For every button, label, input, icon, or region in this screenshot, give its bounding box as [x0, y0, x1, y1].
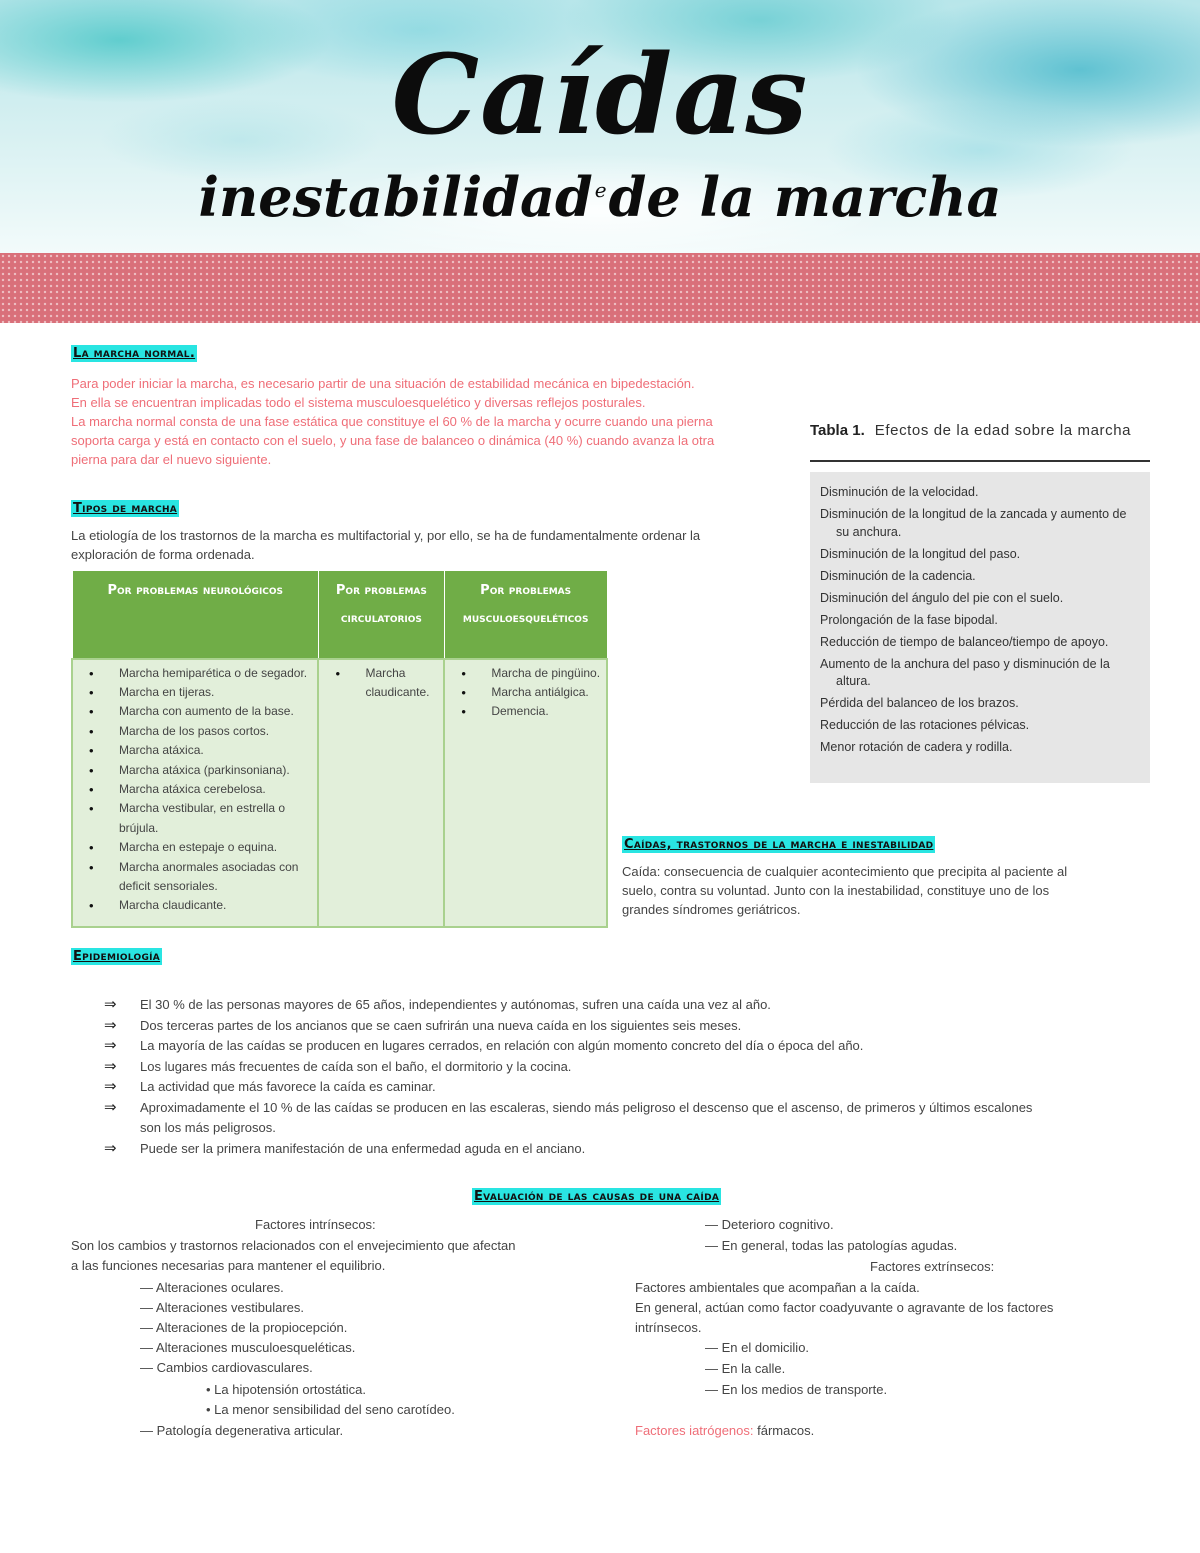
page-subtitle [0, 165, 1200, 229]
section-heading-caidas: Caídas, trastornos de la marcha e inestabilidad [624, 837, 934, 852]
text-line: La etiología de los trastornos de la marcha es multifactorial y, por ello, se ha de fundamentalmente ordenar la [71, 528, 701, 543]
text-line: En ella se encuentran implicadas todo el sistema musculoesquelético y diversas reflejos posturales. [71, 395, 646, 410]
list-item: Aumento de la anchura del paso y disminución de la altura. [820, 656, 1110, 688]
tipos-marcha-table [71, 570, 608, 928]
text-line: exploración de forma ordenada. [71, 547, 255, 562]
list-item-text: La mayoría de las caídas se producen en lugares cerrados, en relación con algún momento concreto del día o época del año. [140, 1038, 864, 1053]
intrinsecos-title: Factores intrínsecos: [255, 1217, 376, 1232]
list-item: Prolongación de la fase bipodal. [820, 612, 998, 627]
extrinsecos-item: — En la calle. [705, 1361, 786, 1376]
tabla1-caption-text: Efectos de la edad sobre la marcha [874, 422, 1132, 439]
text-line: Caída: consecuencia de cualquier acontecimiento que precipita al paciente al [622, 864, 1068, 879]
list-item: • Marcha claudicante. [323, 664, 439, 703]
list-item-text: Dos terceras partes de los ancianos que se caen sufrirán una nueva caída en los siguientes seis meses. [140, 1017, 742, 1033]
list-item: Pérdida del balanceo de los brazos. [820, 696, 1019, 710]
intrinsecos-item: — Deterioro cognitivo. [705, 1217, 834, 1232]
subtitle-conjunction: e [594, 178, 607, 202]
arrow-icon: ⇒ [104, 1016, 117, 1034]
list-item: • Marcha antiálgica. [449, 683, 602, 702]
list-item [104, 1036, 1144, 1057]
intrinsecos-item: — Alteraciones vestibulares. [140, 1300, 305, 1315]
section-heading-tipos-marcha: Tipos de marcha [73, 501, 178, 516]
arrow-icon: ⇒ [104, 1057, 117, 1075]
table-row [72, 659, 607, 928]
extrinsecos-intro: Factores ambientales que acompañan a la caída. [635, 1280, 920, 1295]
list-item [104, 1057, 1144, 1078]
list-item: • Marcha atáxica (parkinsoniana). [77, 761, 313, 780]
list-item: • Marcha claudicante. [77, 896, 313, 915]
tipos-marcha-text [71, 526, 761, 564]
tabla1-box [810, 472, 1150, 783]
tabla1-label: Tabla 1. [810, 422, 865, 439]
table-header-circulatorios: Por problemas circulatorios [318, 571, 444, 659]
intrinsecos-intro: Son los cambios y trastornos relacionados con el envejecimiento que afectan [71, 1238, 516, 1253]
arrow-icon: ⇒ [104, 1139, 117, 1157]
list-item: • Marcha vestibular, en estrella o brújula. [77, 799, 313, 838]
text-line: grandes síndromes geriátricos. [622, 902, 801, 917]
marcha-normal-text [71, 374, 791, 469]
tabla1-rule [810, 460, 1150, 462]
text-line: pierna para dar el nuevo siguiente. [71, 452, 272, 467]
iatrogenos-line [635, 1421, 814, 1442]
list-item [104, 1098, 1144, 1139]
musculoesqueleticos-list [449, 664, 602, 722]
subtitle-part1: inestabilidad [198, 165, 593, 229]
list-item: • Marcha en tijeras. [77, 683, 313, 702]
list-item-text-continued: son los más peligrosos. [140, 1120, 276, 1135]
table-header-musculoesqueleticos: Por problemas musculoesqueléticos [444, 571, 607, 659]
arrow-icon: ⇒ [104, 1098, 117, 1116]
list-item: Reducción de tiempo de balanceo/tiempo de apoyo. [820, 634, 1109, 649]
list-item: • Marcha atáxica cerebelosa. [77, 780, 313, 799]
epidemiologia-list [104, 995, 1144, 1159]
extrinsecos-intro: intrínsecos. [635, 1320, 702, 1335]
text-line: La marcha normal consta de una fase estática que constituye el 60 % de la marcha y ocurre cuando una pierna [71, 414, 713, 429]
list-item: • Marcha atáxica. [77, 741, 313, 760]
list-item: Disminución del ángulo del pie con el suelo. [820, 590, 1064, 605]
list-item-text: Aproximadamente el 10 % de las caídas se producen en las escaleras, siendo más peligroso el descenso que el ascenso, de primeros y últimos escalones [140, 1099, 1033, 1115]
text-line: soporta carga y está en contacto con el suelo, y una fase de balanceo o dinámica (40 %) cuando avanza la otra [71, 433, 715, 448]
intrinsecos-item: — En general, todas las patologías agudas. [705, 1238, 958, 1253]
list-item: Disminución de la cadencia. [820, 568, 976, 583]
table-cell-circulatorios [318, 659, 444, 928]
list-item [104, 1077, 1144, 1098]
iatrogenos-title: Factores iatrógenos: [635, 1423, 754, 1438]
list-item: • Marcha de los pasos cortos. [77, 722, 313, 741]
list-item: Disminución de la longitud de la zancada y aumento de su anchura. [820, 507, 1127, 539]
list-item: Disminución de la longitud del paso. [820, 546, 1021, 561]
text-line: Para poder iniciar la marcha, es necesario partir de una situación de estabilidad mecánica en bipedestación. [71, 376, 695, 391]
list-item [104, 1139, 1144, 1160]
list-item: Menor rotación de cadera y rodilla. [820, 740, 1013, 754]
list-item: • Demencia. [449, 702, 602, 721]
section-heading-epidemiologia: Epidemiología [73, 949, 161, 964]
extrinsecos-title: Factores extrínsecos: [870, 1259, 995, 1274]
table-cell-musculoesqueleticos [444, 659, 607, 928]
header-banner [0, 0, 1200, 255]
list-item: Disminución de la velocidad. [820, 485, 979, 499]
circulatorios-list [323, 664, 439, 703]
list-item: • Marcha anormales asociadas con deficit sensoriales. [77, 858, 313, 897]
intrinsecos-item: — Patología degenerativa articular. [140, 1423, 344, 1438]
section-heading-marcha-normal: La marcha normal. [73, 346, 196, 361]
list-item: Reducción de las rotaciones pélvicas. [820, 718, 1030, 732]
arrow-icon: ⇒ [104, 996, 117, 1013]
list-item [104, 995, 1144, 1016]
tabla1-caption [810, 420, 1150, 441]
intrinsecos-intro: a las funciones necesarias para mantener el equilibrio. [71, 1258, 386, 1273]
list-item [104, 1016, 1144, 1037]
intrinsecos-item: — Alteraciones oculares. [140, 1280, 284, 1295]
arrow-icon: ⇒ [104, 1078, 117, 1095]
extrinsecos-item: — En el domicilio. [705, 1340, 810, 1355]
extrinsecos-intro: En general, actúan como factor coadyuvante o agravante de los factores [635, 1300, 1054, 1315]
text-line: suelo, contra su voluntad. Junto con la inestabilidad, constituye uno de los [622, 883, 1050, 898]
list-item: • Marcha con aumento de la base. [77, 702, 313, 721]
arrow-icon: ⇒ [104, 1037, 117, 1054]
table-cell-neurologicos [72, 659, 318, 928]
intrinsecos-item: — Alteraciones musculoesqueléticas. [140, 1340, 356, 1355]
list-item: • Marcha en estepaje o equina. [77, 838, 313, 857]
extrinsecos-item: — En los medios de transporte. [705, 1382, 888, 1397]
list-item: • Marcha hemiparética o de segador. [77, 664, 313, 683]
cardio-subitem: • La menor sensibilidad del seno carotídeo. [206, 1402, 455, 1417]
subtitle-part2: de la marcha [608, 165, 1002, 229]
list-item-text: Los lugares más frecuentes de caída son el baño, el dormitorio y la cocina. [140, 1058, 572, 1074]
table-header-neurologicos: Por problemas neurológicos [72, 571, 318, 659]
iatrogenos-text: fármacos. [757, 1423, 815, 1438]
table-header-row [72, 571, 607, 659]
intrinsecos-item: — Cambios cardiovasculares. [140, 1360, 313, 1375]
tabla1-list [820, 484, 1140, 757]
intrinsecos-item: — Alteraciones de la propiocepción. [140, 1320, 348, 1335]
neurologicos-list [77, 664, 313, 916]
list-item-text: El 30 % de las personas mayores de 65 años, independientes y autónomas, sufren una caída una vez al año. [140, 997, 771, 1012]
list-item-text: La actividad que más favorece la caída es caminar. [140, 1079, 436, 1094]
section-heading-evaluacion: Evaluación de las causas de una caída [474, 1189, 720, 1204]
list-item-text: Puede ser la primera manifestación de una enfermedad aguda en el anciano. [140, 1140, 586, 1156]
list-item: • Marcha de pingüino. [449, 664, 602, 683]
page-title: Caídas [391, 30, 809, 159]
cardio-subitem: • La hipotensión ortostática. [206, 1382, 366, 1397]
caidas-text [622, 862, 1142, 919]
decorative-stripe [0, 253, 1200, 323]
